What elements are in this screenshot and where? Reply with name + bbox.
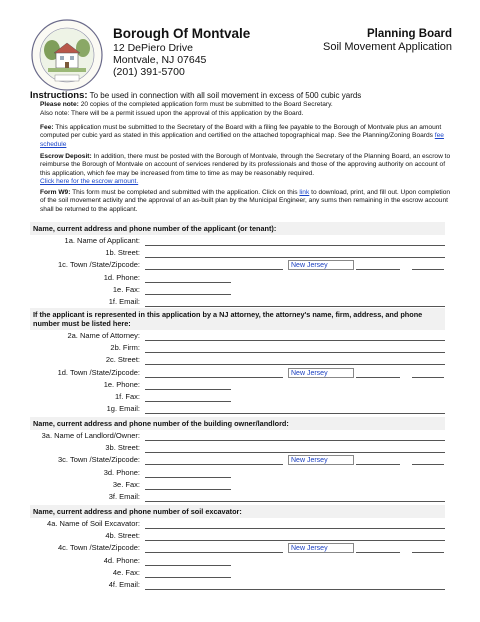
section-title: Name, current address and phone number of the building owner/landlord: bbox=[30, 417, 445, 430]
field-label: 1f. Email: bbox=[108, 297, 140, 306]
w9-text-after: to download, print, and fill out. Upon completion of the soil movement activity and the approval of an as-built plan by the Municipal Engineer, any sums then remaining in the escrow account shall be returned to the applicant. bbox=[40, 189, 451, 213]
instructions-heading bbox=[30, 90, 361, 101]
town-field[interactable] bbox=[145, 377, 283, 378]
field-label: 1c. Town /State/Zipcode: bbox=[58, 260, 140, 270]
field-label: 3c. Town /State/Zipcode: bbox=[58, 455, 140, 465]
field-label: 1d. Town /State/Zipcode: bbox=[57, 367, 140, 377]
address-line-2: Montvale, NJ 07645 bbox=[113, 54, 207, 66]
street-field[interactable] bbox=[145, 364, 445, 365]
w9-download-link[interactable]: link bbox=[299, 189, 310, 196]
town-field[interactable] bbox=[145, 464, 283, 465]
fax-field[interactable] bbox=[145, 577, 231, 578]
field-label: 1e. Phone: bbox=[103, 379, 140, 389]
escrow-paragraph bbox=[40, 153, 455, 187]
field-label: 4a. Name of Soil Excavator: bbox=[47, 519, 140, 528]
field-label: 3f. Email: bbox=[108, 492, 140, 501]
escrow-text: In addition, there must be posted with the Borough of Montvale, through the Secretary of the Planning Board, an escrow to reimburse the Borough of Montvale on account of services rendered by its professionals and those of the approving authority on account of this application, which fee may be increased from time to time as may be reasonably required. bbox=[40, 153, 451, 177]
street-field[interactable] bbox=[145, 257, 445, 258]
zipcode-ext-field[interactable] bbox=[412, 269, 444, 270]
please-note bbox=[40, 101, 455, 109]
field-label: 1d. Phone: bbox=[103, 272, 140, 282]
zipcode-ext-field[interactable] bbox=[412, 552, 444, 553]
org-phone: (201) 391-5700 bbox=[113, 66, 185, 78]
fee-label: Fee: bbox=[40, 124, 54, 131]
fee-paragraph bbox=[40, 124, 455, 149]
phone-field[interactable] bbox=[145, 477, 231, 478]
please-note-label: Please note: bbox=[40, 101, 79, 108]
please-note-text: 20 copies of the completed application form must be submitted to the Board Secretary. bbox=[80, 101, 333, 108]
field-label: 4d. Phone: bbox=[103, 555, 140, 565]
w9-text-before: This form must be completed and submitted with the application. Click on this bbox=[72, 189, 298, 196]
field-label: 2c. Street: bbox=[105, 355, 140, 365]
state-select[interactable]: New Jersey bbox=[288, 260, 354, 270]
field-label: 4c. Town /State/Zipcode: bbox=[58, 543, 140, 553]
fax-field[interactable] bbox=[145, 401, 231, 402]
field-label: 4b. Street: bbox=[105, 531, 140, 541]
field-label: 1f. Fax: bbox=[114, 392, 140, 401]
email-field[interactable] bbox=[145, 589, 445, 590]
zipcode-field[interactable] bbox=[356, 552, 400, 553]
field-label: 1g. Email: bbox=[106, 404, 140, 414]
w9-paragraph bbox=[40, 189, 455, 214]
instructions-title: Instructions: bbox=[30, 90, 88, 101]
name-field[interactable] bbox=[145, 528, 445, 529]
field-label: 1b. Street: bbox=[105, 248, 140, 258]
org-name: Borough Of Montvale bbox=[113, 26, 251, 41]
field-label: 4f. Email: bbox=[108, 580, 140, 589]
phone-field[interactable] bbox=[145, 282, 231, 283]
name-field[interactable] bbox=[145, 440, 445, 441]
field-label: 4e. Fax: bbox=[112, 567, 140, 577]
zipcode-ext-field[interactable] bbox=[412, 377, 444, 378]
instructions-intro: To be used in connection with all soil movement in excess of 500 cubic yards bbox=[89, 91, 362, 100]
phone-field[interactable] bbox=[145, 565, 231, 566]
field-label: 3b. Street: bbox=[105, 443, 140, 453]
field-label: 1a. Name of Applicant: bbox=[64, 236, 140, 245]
fee-text: This application must be submitted to the Secretary of the Board with a filing fee payable to the Borough of Montvale plus an amount computed per cubic yard as stated in this application and certified on the attached topographical map. See the Planning/Zoning Boards bbox=[40, 124, 442, 140]
state-select[interactable]: New Jersey bbox=[288, 543, 354, 553]
name-field[interactable] bbox=[145, 245, 445, 246]
phone-field[interactable] bbox=[145, 389, 231, 390]
field-label: 1e. Fax: bbox=[112, 284, 140, 294]
field-label: 2a. Name of Attorney: bbox=[67, 331, 140, 340]
borough-seal-logo bbox=[30, 18, 104, 92]
w9-label: Form W9: bbox=[40, 189, 71, 196]
fax-field[interactable] bbox=[145, 489, 231, 490]
zipcode-field[interactable] bbox=[356, 464, 400, 465]
application-title: Soil Movement Application bbox=[322, 41, 452, 53]
field-label: 2b. Firm: bbox=[110, 343, 140, 353]
state-select[interactable]: New Jersey bbox=[288, 455, 354, 465]
zipcode-field[interactable] bbox=[356, 269, 400, 270]
fee-schedule-link[interactable]: fee schedule bbox=[40, 132, 444, 148]
street-field[interactable] bbox=[145, 452, 445, 453]
escrow-label: Escrow Deposit: bbox=[40, 153, 92, 160]
town-field[interactable] bbox=[145, 552, 283, 553]
also-note: Also note: There will be a permit issued upon the approval of this application by the Board. bbox=[40, 110, 304, 117]
escrow-amount-link[interactable]: Click here for the escrow amount. bbox=[40, 178, 139, 186]
street-field[interactable] bbox=[145, 540, 445, 541]
town-field[interactable] bbox=[145, 269, 283, 270]
firm-field[interactable] bbox=[145, 352, 445, 353]
field-label: 3e. Fax: bbox=[112, 479, 140, 489]
section-title: Name, current address and phone number of the applicant (or tenant): bbox=[30, 222, 445, 235]
zipcode-ext-field[interactable] bbox=[412, 464, 444, 465]
address-line-1: 12 DePiero Drive bbox=[113, 42, 193, 54]
field-label: 3a. Name of Landlord/Owner: bbox=[41, 431, 140, 440]
section-title: If the applicant is represented in this application by a NJ attorney, the attorney's name, firm, address, and phone number must be listed here: bbox=[30, 308, 445, 330]
state-select[interactable]: New Jersey bbox=[288, 368, 354, 378]
email-field[interactable] bbox=[145, 413, 445, 414]
name-field[interactable] bbox=[145, 340, 445, 341]
zipcode-field[interactable] bbox=[356, 377, 400, 378]
field-label: 3d. Phone: bbox=[103, 467, 140, 477]
email-field[interactable] bbox=[145, 306, 445, 307]
fax-field[interactable] bbox=[145, 294, 231, 295]
email-field[interactable] bbox=[145, 501, 445, 502]
board-title: Planning Board bbox=[367, 28, 452, 40]
section-title: Name, current address and phone number of soil excavator: bbox=[30, 505, 445, 518]
